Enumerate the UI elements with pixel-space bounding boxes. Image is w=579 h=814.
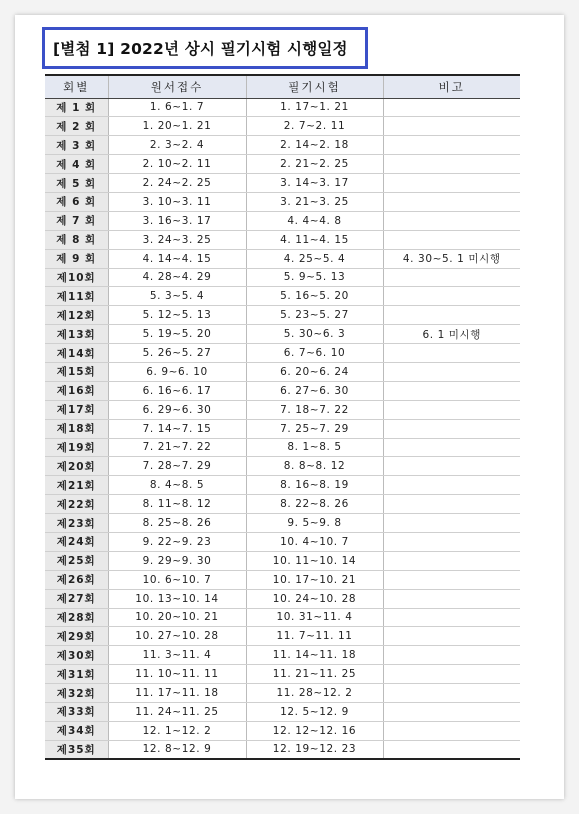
exam-period-cell: 8. 16~8. 19 (246, 476, 383, 495)
round-cell: 제21회 (45, 476, 108, 495)
application-period-cell: 7. 14~7. 15 (108, 419, 246, 438)
round-cell: 제 8 회 (45, 230, 108, 249)
round-cell: 제 9 회 (45, 249, 108, 268)
round-cell: 제14회 (45, 344, 108, 363)
application-period-cell: 12. 8~12. 9 (108, 740, 246, 759)
exam-period-cell: 10. 31~11. 4 (246, 608, 383, 627)
table-row (45, 136, 520, 155)
application-period-cell: 7. 21~7. 22 (108, 438, 246, 457)
remarks-cell: 6. 1 미시행 (383, 325, 520, 344)
round-cell: 제 7 회 (45, 211, 108, 230)
round-cell: 제33회 (45, 703, 108, 722)
remarks-cell (383, 551, 520, 570)
remarks-cell (383, 514, 520, 533)
table-row (45, 400, 520, 419)
exam-period-cell: 2. 21~2. 25 (246, 155, 383, 174)
exam-period-cell: 10. 17~10. 21 (246, 570, 383, 589)
application-period-cell: 3. 24~3. 25 (108, 230, 246, 249)
exam-period-cell: 11. 7~11. 11 (246, 627, 383, 646)
round-cell: 제13회 (45, 325, 108, 344)
application-period-cell: 6. 29~6. 30 (108, 400, 246, 419)
application-period-cell: 10. 6~10. 7 (108, 570, 246, 589)
exam-period-cell: 7. 25~7. 29 (246, 419, 383, 438)
table-row (45, 381, 520, 400)
remarks-cell (383, 646, 520, 665)
table-row (45, 703, 520, 722)
round-cell: 제25회 (45, 551, 108, 570)
table-row (45, 438, 520, 457)
exam-period-cell: 11. 21~11. 25 (246, 665, 383, 684)
application-period-cell: 2. 3~2. 4 (108, 136, 246, 155)
remarks-cell (383, 721, 520, 740)
exam-period-cell: 12. 5~12. 9 (246, 703, 383, 722)
remarks-cell (383, 570, 520, 589)
remarks-cell (383, 362, 520, 381)
exam-period-cell: 2. 7~2. 11 (246, 117, 383, 136)
remarks-cell (383, 268, 520, 287)
round-cell: 제 2 회 (45, 117, 108, 136)
exam-period-cell: 11. 14~11. 18 (246, 646, 383, 665)
table-row (45, 646, 520, 665)
exam-period-cell: 3. 21~3. 25 (246, 192, 383, 211)
remarks-cell (383, 665, 520, 684)
exam-period-cell: 9. 5~9. 8 (246, 514, 383, 533)
round-cell: 제18회 (45, 419, 108, 438)
remarks-cell (383, 155, 520, 174)
exam-period-cell: 8. 1~8. 5 (246, 438, 383, 457)
application-period-cell: 11. 10~11. 11 (108, 665, 246, 684)
remarks-cell (383, 419, 520, 438)
exam-period-cell: 6. 27~6. 30 (246, 381, 383, 400)
exam-period-cell: 6. 7~6. 10 (246, 344, 383, 363)
exam-schedule-table (45, 74, 520, 760)
table-row (45, 362, 520, 381)
application-period-cell: 2. 24~2. 25 (108, 174, 246, 193)
document-title: [별첨 1] 2022년 상시 필기시험 시행일정 (42, 27, 368, 69)
exam-period-cell: 8. 8~8. 12 (246, 457, 383, 476)
application-period-cell: 11. 24~11. 25 (108, 703, 246, 722)
application-period-cell: 2. 10~2. 11 (108, 155, 246, 174)
remarks-cell (383, 740, 520, 759)
table-row (45, 665, 520, 684)
remarks-cell (383, 476, 520, 495)
exam-period-cell: 5. 16~5. 20 (246, 287, 383, 306)
exam-period-cell: 5. 23~5. 27 (246, 306, 383, 325)
remarks-cell (383, 381, 520, 400)
exam-period-cell: 12. 19~12. 23 (246, 740, 383, 759)
remarks-cell (383, 589, 520, 608)
application-period-cell: 6. 9~6. 10 (108, 362, 246, 381)
table-row (45, 495, 520, 514)
exam-period-cell: 7. 18~7. 22 (246, 400, 383, 419)
remarks-cell (383, 98, 520, 117)
table-row (45, 211, 520, 230)
table-row (45, 627, 520, 646)
table-row (45, 306, 520, 325)
table-row (45, 230, 520, 249)
round-cell: 제24회 (45, 532, 108, 551)
remarks-cell (383, 495, 520, 514)
application-period-cell: 3. 10~3. 11 (108, 192, 246, 211)
remarks-cell (383, 287, 520, 306)
remarks-cell (383, 703, 520, 722)
table-row (45, 287, 520, 306)
application-period-cell: 11. 17~11. 18 (108, 684, 246, 703)
application-period-cell: 5. 12~5. 13 (108, 306, 246, 325)
exam-period-cell: 1. 17~1. 21 (246, 98, 383, 117)
table-row (45, 476, 520, 495)
exam-period-cell: 6. 20~6. 24 (246, 362, 383, 381)
application-period-cell: 6. 16~6. 17 (108, 381, 246, 400)
table-row (45, 570, 520, 589)
header-remarks: 비고 (383, 75, 520, 98)
round-cell: 제23회 (45, 514, 108, 533)
application-period-cell: 1. 20~1. 21 (108, 117, 246, 136)
round-cell: 제34회 (45, 721, 108, 740)
header-application: 원서접수 (108, 75, 246, 98)
round-cell: 제35회 (45, 740, 108, 759)
remarks-cell (383, 532, 520, 551)
remarks-cell (383, 627, 520, 646)
round-cell: 제 1 회 (45, 98, 108, 117)
round-cell: 제31회 (45, 665, 108, 684)
remarks-cell (383, 457, 520, 476)
table-row (45, 740, 520, 759)
exam-period-cell: 10. 24~10. 28 (246, 589, 383, 608)
remarks-cell (383, 684, 520, 703)
table-row (45, 117, 520, 136)
remarks-cell (383, 400, 520, 419)
round-cell: 제22회 (45, 495, 108, 514)
round-cell: 제15회 (45, 362, 108, 381)
remarks-cell (383, 344, 520, 363)
table-header-row (45, 75, 520, 98)
round-cell: 제10회 (45, 268, 108, 287)
round-cell: 제 6 회 (45, 192, 108, 211)
round-cell: 제12회 (45, 306, 108, 325)
round-cell: 제 3 회 (45, 136, 108, 155)
exam-period-cell: 2. 14~2. 18 (246, 136, 383, 155)
round-cell: 제27회 (45, 589, 108, 608)
table-row (45, 721, 520, 740)
application-period-cell: 10. 20~10. 21 (108, 608, 246, 627)
application-period-cell: 5. 3~5. 4 (108, 287, 246, 306)
round-cell: 제 4 회 (45, 155, 108, 174)
table-body (45, 98, 520, 759)
remarks-cell (383, 608, 520, 627)
remarks-cell (383, 230, 520, 249)
round-cell: 제32회 (45, 684, 108, 703)
round-cell: 제29회 (45, 627, 108, 646)
application-period-cell: 10. 13~10. 14 (108, 589, 246, 608)
exam-period-cell: 8. 22~8. 26 (246, 495, 383, 514)
round-cell: 제11회 (45, 287, 108, 306)
table-row (45, 457, 520, 476)
round-cell: 제19회 (45, 438, 108, 457)
round-cell: 제20회 (45, 457, 108, 476)
exam-period-cell: 4. 25~5. 4 (246, 249, 383, 268)
exam-period-cell: 4. 4~4. 8 (246, 211, 383, 230)
exam-period-cell: 10. 11~10. 14 (246, 551, 383, 570)
remarks-cell (383, 438, 520, 457)
table-row (45, 684, 520, 703)
application-period-cell: 4. 14~4. 15 (108, 249, 246, 268)
table-row (45, 344, 520, 363)
remarks-cell (383, 136, 520, 155)
table-row (45, 551, 520, 570)
application-period-cell: 4. 28~4. 29 (108, 268, 246, 287)
application-period-cell: 7. 28~7. 29 (108, 457, 246, 476)
table-row (45, 608, 520, 627)
remarks-cell (383, 117, 520, 136)
table-row (45, 192, 520, 211)
exam-period-cell: 3. 14~3. 17 (246, 174, 383, 193)
application-period-cell: 8. 4~8. 5 (108, 476, 246, 495)
table-row (45, 174, 520, 193)
exam-period-cell: 5. 9~5. 13 (246, 268, 383, 287)
application-period-cell: 5. 19~5. 20 (108, 325, 246, 344)
application-period-cell: 11. 3~11. 4 (108, 646, 246, 665)
application-period-cell: 8. 11~8. 12 (108, 495, 246, 514)
exam-period-cell: 10. 4~10. 7 (246, 532, 383, 551)
round-cell: 제28회 (45, 608, 108, 627)
remarks-cell (383, 192, 520, 211)
application-period-cell: 5. 26~5. 27 (108, 344, 246, 363)
header-written-exam: 필기시험 (246, 75, 383, 98)
application-period-cell: 3. 16~3. 17 (108, 211, 246, 230)
exam-period-cell: 12. 12~12. 16 (246, 721, 383, 740)
application-period-cell: 1. 6~1. 7 (108, 98, 246, 117)
remarks-cell (383, 306, 520, 325)
application-period-cell: 8. 25~8. 26 (108, 514, 246, 533)
round-cell: 제30회 (45, 646, 108, 665)
table-row (45, 532, 520, 551)
remarks-cell (383, 174, 520, 193)
table-row (45, 268, 520, 287)
round-cell: 제16회 (45, 381, 108, 400)
table-row (45, 419, 520, 438)
remarks-cell (383, 211, 520, 230)
table-row (45, 155, 520, 174)
table-row (45, 98, 520, 117)
round-cell: 제17회 (45, 400, 108, 419)
remarks-cell: 4. 30~5. 1 미시행 (383, 249, 520, 268)
table-row (45, 514, 520, 533)
application-period-cell: 9. 22~9. 23 (108, 532, 246, 551)
application-period-cell: 10. 27~10. 28 (108, 627, 246, 646)
table-row (45, 325, 520, 344)
application-period-cell: 12. 1~12. 2 (108, 721, 246, 740)
exam-period-cell: 11. 28~12. 2 (246, 684, 383, 703)
exam-period-cell: 5. 30~6. 3 (246, 325, 383, 344)
table-row (45, 589, 520, 608)
application-period-cell: 9. 29~9. 30 (108, 551, 246, 570)
header-round: 회별 (45, 75, 108, 98)
round-cell: 제26회 (45, 570, 108, 589)
exam-period-cell: 4. 11~4. 15 (246, 230, 383, 249)
table-row (45, 249, 520, 268)
round-cell: 제 5 회 (45, 174, 108, 193)
